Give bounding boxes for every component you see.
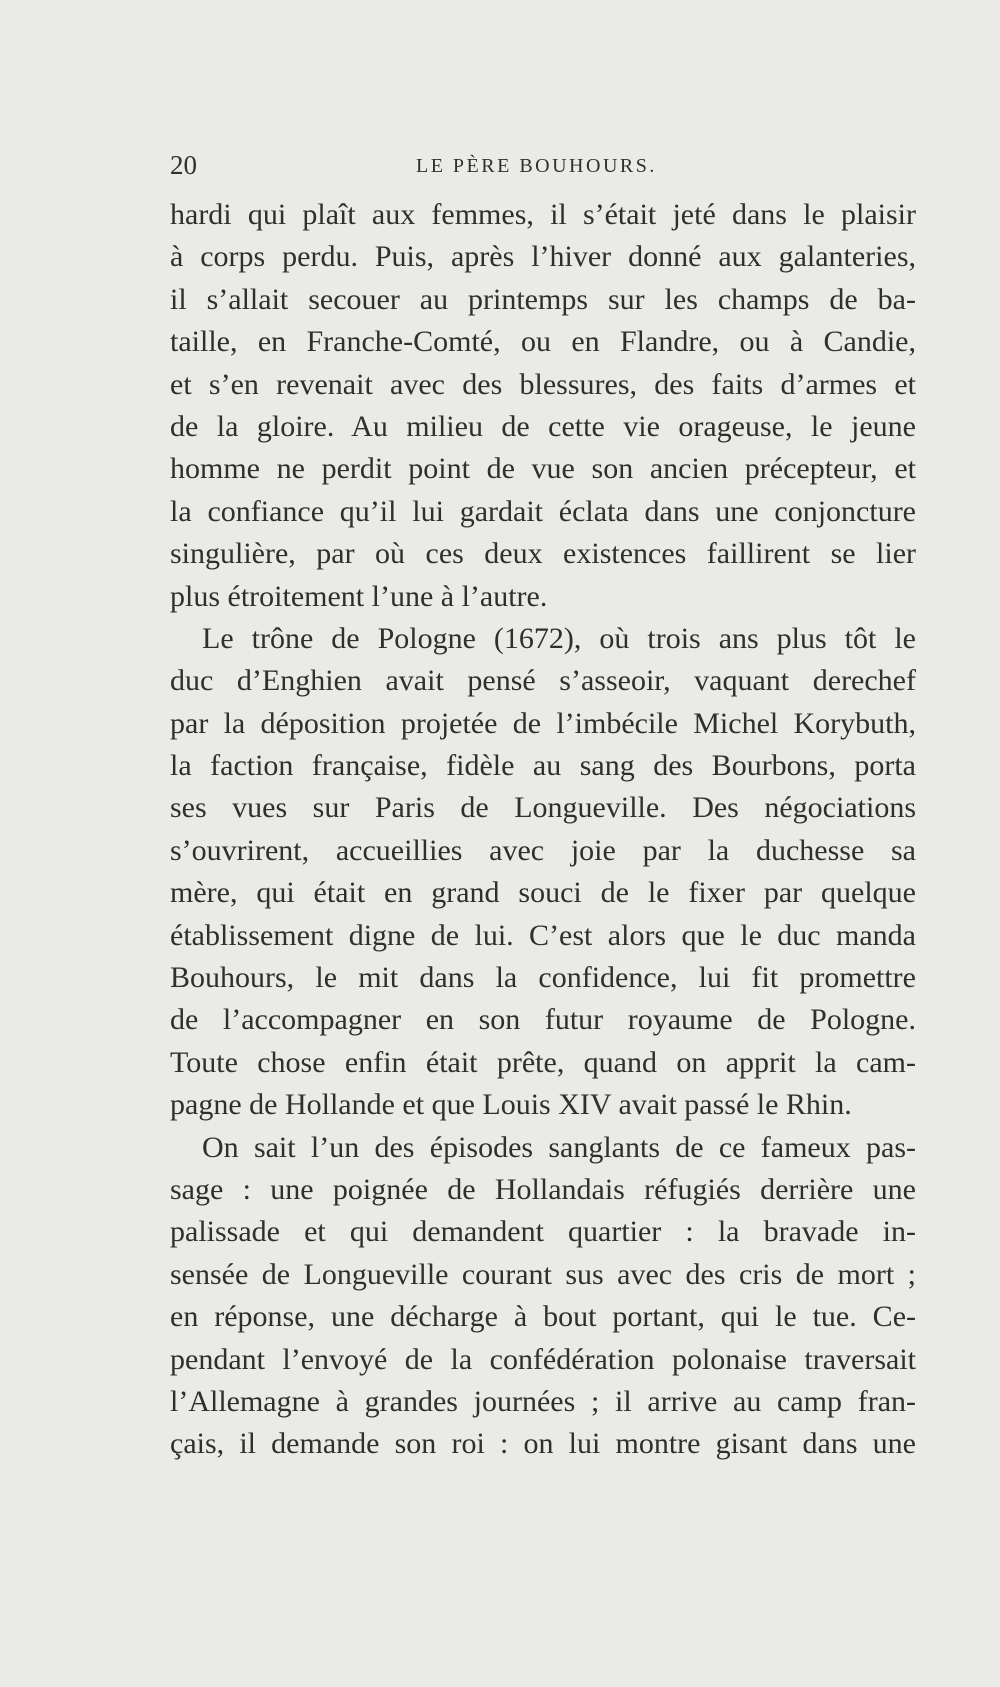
text-line: s’ouvrirent, accueillies avec joie par la duchesse sa xyxy=(170,833,916,867)
text-line: On sait l’un des épisodes sanglants de ce fameux pas- xyxy=(202,1130,916,1164)
text-line: de la gloire. Au milieu de cette vie orageuse, le jeune xyxy=(170,409,916,443)
text-line: pendant l’envoyé de la confédération polonaise traversait xyxy=(170,1342,916,1376)
text-line: de l’accompagner en son futur royaume de Pologne. xyxy=(170,1003,916,1037)
text-line: çais, il demande son roi : on lui montre gisant dans une xyxy=(170,1427,916,1461)
text-line: homme ne perdit point de vue son ancien précepteur, et xyxy=(170,452,916,486)
page-number: 20 xyxy=(170,150,197,180)
text-line: à corps perdu. Puis, après l’hiver donné aux galanteries, xyxy=(170,240,916,274)
text-line: Bouhours, le mit dans la confidence, lui fit promettre xyxy=(170,961,916,995)
page-header xyxy=(170,148,915,182)
text-line: sensée de Longueville courant sus avec des cris de mort ; xyxy=(170,1257,916,1291)
body-text xyxy=(170,194,916,1466)
text-line: Toute chose enfin était prête, quand on apprit la cam- xyxy=(170,1045,916,1079)
text-line: palissade et qui demandent quartier : la bravade in- xyxy=(170,1215,916,1249)
text-line: sage : une poignée de Hollandais réfugiés derrière une xyxy=(170,1172,916,1206)
text-line: la faction française, fidèle au sang des Bourbons, porta xyxy=(170,749,916,783)
text-line: l’Allemagne à grandes journées ; il arrive au camp fran- xyxy=(170,1384,916,1418)
text-line: en réponse, une décharge à bout portant, qui le tue. Ce- xyxy=(170,1300,916,1334)
text-line: taille, en Franche-Comté, ou en Flandre, ou à Candie, xyxy=(170,325,916,359)
text-line: il s’allait secouer au printemps sur les champs de ba- xyxy=(170,282,916,316)
text-line: par la déposition projetée de l’imbécile Michel Korybuth, xyxy=(170,706,916,740)
text-line: duc d’Enghien avait pensé s’asseoir, vaquant derechef xyxy=(170,664,916,698)
text-line: singulière, par où ces deux existences faillirent se lier xyxy=(170,537,916,571)
text-line: hardi qui plaît aux femmes, il s’était jeté dans le plaisir xyxy=(170,198,916,231)
text-line: et s’en revenait avec des blessures, des faits d’armes et xyxy=(170,367,916,401)
running-title: LE PÈRE BOUHOURS. xyxy=(416,155,657,177)
text-line: établissement digne de lui. C’est alors que le duc manda xyxy=(170,918,916,952)
text-line: Le trône de Pologne (1672), où trois ans plus tôt le xyxy=(202,621,916,655)
text-line: mère, qui était en grand souci de le fixer par quelque xyxy=(170,876,916,910)
text-line: la confiance qu’il lui gardait éclata dans une conjoncture xyxy=(170,494,916,528)
text-line: ses vues sur Paris de Longueville. Des négociations xyxy=(170,791,916,825)
text-line: pagne de Hollande et que Louis XIV avait passé le Rhin. xyxy=(170,1088,852,1122)
text-line: plus étroitement l’une à l’autre. xyxy=(170,579,548,613)
